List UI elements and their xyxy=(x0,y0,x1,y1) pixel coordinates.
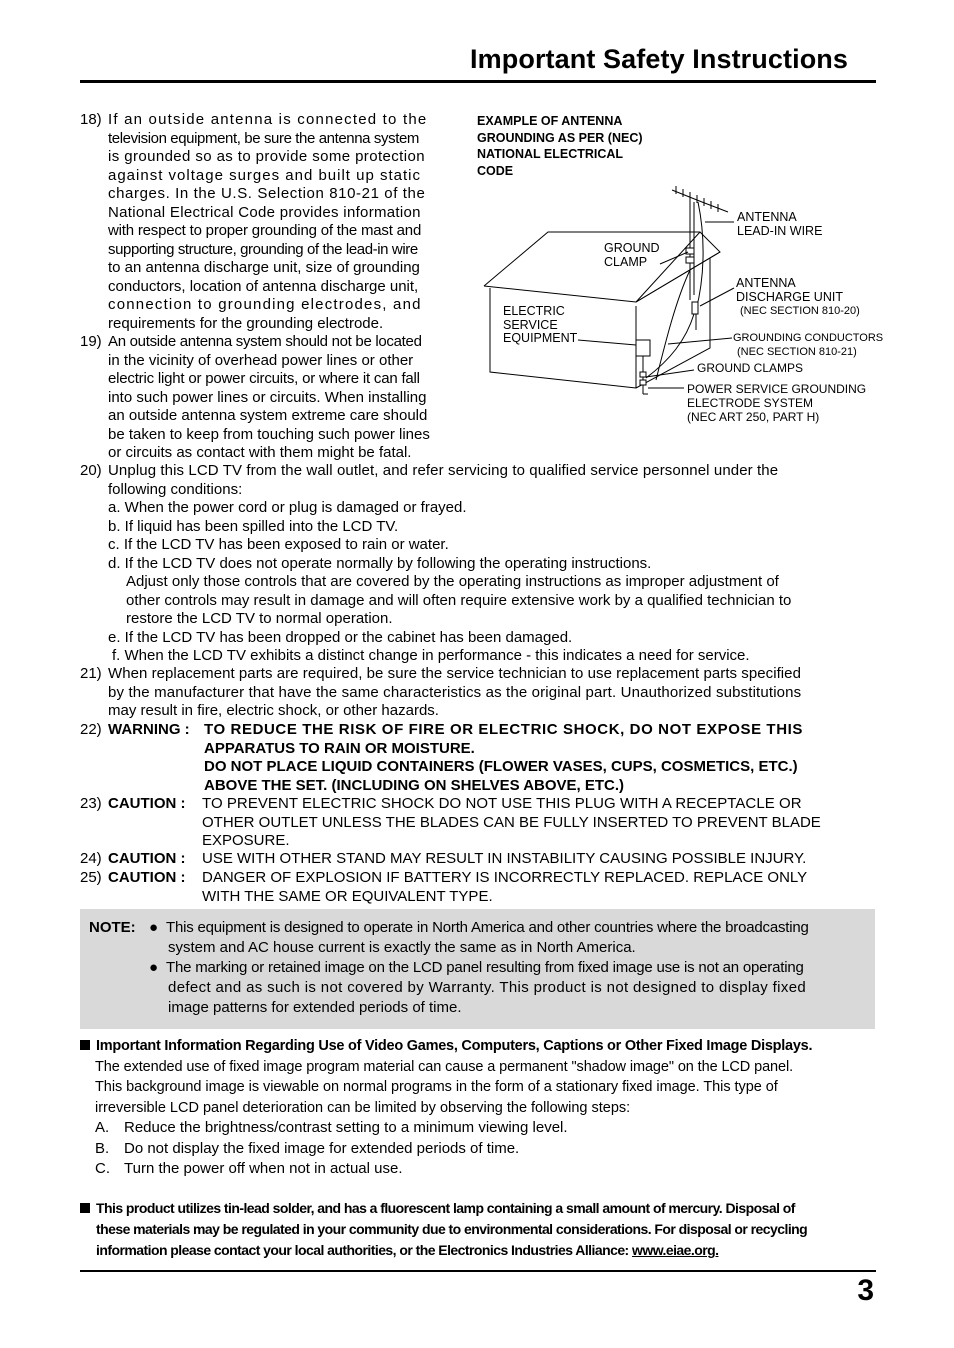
step-letter: B. xyxy=(95,1139,110,1157)
label-grounding-sub: (NEC SECTION 810-21) xyxy=(737,346,857,358)
item-24-text xyxy=(202,850,876,869)
label-antenna-lead-in xyxy=(737,211,822,238)
note-box xyxy=(80,909,875,1029)
item-18-number: 18) xyxy=(80,111,102,128)
item-22-line: APPARATUS TO RAIN OR MOISTURE. xyxy=(204,739,475,757)
electric-service-box xyxy=(636,340,650,356)
bullet-icon: ● xyxy=(149,959,159,976)
item-24-line: USE WITH OTHER STAND MAY RESULT IN INSTABILITY CAUSING POSSIBLE INJURY. xyxy=(202,850,807,867)
item-19-line: electric light or power circuits, or where it can fall xyxy=(108,370,420,387)
item-25-line: DANGER OF EXPLOSION IF BATTERY IS INCORRECTLY REPLACED. REPLACE ONLY xyxy=(202,869,808,886)
page-number: 3 xyxy=(857,1274,874,1307)
step-text: Turn the power off when not in actual use. xyxy=(124,1160,403,1177)
item-20-f: f. When the LCD TV exhibits a distinct change in performance - this indicates a need for service. xyxy=(112,647,750,664)
item-20-text xyxy=(108,462,876,666)
info-step xyxy=(95,1159,880,1180)
item-18-text xyxy=(108,111,456,333)
item-20-line: following conditions: xyxy=(108,480,243,498)
item-18-line: charges. In the U.S. Selection 810-21 of the xyxy=(108,185,426,202)
label-line: (NEC ART 250, PART H) xyxy=(687,410,820,424)
diagram-title-line: NATIONAL ELECTRICAL xyxy=(477,147,624,161)
item-19-line: or circuits as contact with them might be fatal. xyxy=(108,444,412,461)
item-18 xyxy=(80,111,456,333)
item-22-line: TO REDUCE THE RISK OF FIRE OR ELECTRIC SHOCK, DO NOT EXPOSE THIS xyxy=(204,721,804,738)
note-line: The marking or retained image on the LCD panel resulting from fixed image use is not an operating xyxy=(166,959,804,976)
item-18-line: connection to grounding electrodes, and xyxy=(108,296,422,313)
leader-discharge xyxy=(700,288,734,306)
disposal-section xyxy=(80,1198,880,1261)
info-step xyxy=(95,1118,880,1139)
item-19-number: 19) xyxy=(80,333,102,350)
note-line: defect and as such is not covered by Warranty. This product is not designed to display fixed xyxy=(168,979,807,996)
label-discharge-unit xyxy=(736,277,843,304)
item-24 xyxy=(80,850,876,869)
item-23-number: 23) xyxy=(80,795,102,812)
warning-label: WARNING : xyxy=(108,721,190,738)
note-bullet-1 xyxy=(166,918,866,958)
diagram-title-line: EXAMPLE OF ANTENNA xyxy=(477,114,623,128)
item-22-number: 22) xyxy=(80,721,102,738)
square-bullet-icon xyxy=(80,1203,90,1213)
diagram-title-line: CODE xyxy=(477,163,514,178)
caution-label: CAUTION : xyxy=(108,869,186,886)
info-line: irreversible LCD panel deterioration can be limited by observing the following steps: xyxy=(95,1099,631,1116)
note-bullet-2 xyxy=(166,958,866,1018)
step-letter: A. xyxy=(95,1119,110,1136)
item-20-d-line: other controls may result in damage and will often require extensive work by a qualified technician to xyxy=(126,591,792,609)
bullet-icon: ● xyxy=(149,919,159,936)
leader-ground-clamps xyxy=(646,370,694,377)
info-section xyxy=(80,1036,880,1180)
header-rule xyxy=(80,80,876,83)
info-body xyxy=(95,1057,880,1119)
item-18-line: television equipment, be sure the antenna system xyxy=(108,129,419,147)
discharge-unit-shape xyxy=(692,302,698,314)
item-20-a: a. When the power cord or plug is damaged or frayed. xyxy=(108,499,467,516)
info-heading: Important Information Regarding Use of Video Games, Computers, Captions or Other Fixed Image Displays. xyxy=(96,1038,813,1054)
footer-rule xyxy=(80,1270,876,1272)
caution-label: CAUTION : xyxy=(108,795,186,812)
label-line: ELECTRIC xyxy=(503,304,565,318)
label-line: ELECTRODE SYSTEM xyxy=(687,396,814,410)
item-21-number: 21) xyxy=(80,665,102,682)
caution-label: CAUTION : xyxy=(108,850,186,867)
note-line: image patterns for extended periods of time. xyxy=(168,999,462,1016)
house-roof xyxy=(484,232,720,302)
antenna-elements xyxy=(672,190,728,212)
note-line: This equipment is designed to operate in North America and other countries where the broadcasting xyxy=(166,919,809,936)
label-line: SERVICE xyxy=(503,317,558,332)
info-step xyxy=(95,1139,880,1160)
item-19-text xyxy=(108,333,458,463)
item-23-text xyxy=(202,795,876,851)
label-line: ANTENNA xyxy=(737,210,797,224)
label-line: CLAMP xyxy=(604,254,648,269)
item-19-line: An outside antenna system should not be located xyxy=(108,333,422,350)
label-discharge-sub: (NEC SECTION 810-20) xyxy=(740,305,860,317)
label-line: DISCHARGE UNIT xyxy=(736,289,843,304)
label-ground-clamps: GROUND CLAMPS xyxy=(697,361,804,375)
item-23-line: TO PREVENT ELECTRIC SHOCK DO NOT USE THIS PLUG WITH A RECEPTACLE OR xyxy=(202,795,802,812)
label-line: GROUND xyxy=(604,241,660,255)
item-21-line: may result in fire, electric shock, or other hazards. xyxy=(108,702,439,719)
item-23-line: EXPOSURE. xyxy=(202,832,290,849)
disposal-line: information please contact your local authorities, or the Electronics Industries Alliance: xyxy=(96,1242,633,1258)
item-19-line: an outside antenna system extreme care should xyxy=(108,407,428,424)
disposal-line: these materials may be regulated in your community due to environmental considerations. For disposal or recycling xyxy=(96,1221,808,1237)
item-25 xyxy=(80,869,876,906)
item-19-line: in the vicinity of overhead power lines or other xyxy=(108,351,414,369)
diagram-title-line: GROUNDING AS PER (NEC) xyxy=(477,130,643,145)
item-23 xyxy=(80,795,876,851)
item-18-line: requirements for the grounding electrode. xyxy=(108,314,384,332)
item-19-line: into such power lines or circuits. When installing xyxy=(108,388,427,406)
item-18-line: National Electrical Code provides information xyxy=(108,203,421,221)
item-18-line: is grounded so as to provide some protection xyxy=(108,148,425,165)
item-22-line: DO NOT PLACE LIQUID CONTAINERS (FLOWER VASES, CUPS, COSMETICS, ETC.) xyxy=(204,758,798,775)
item-19-line: be taken to keep from touching such power lines xyxy=(108,425,430,443)
item-20-c: c. If the LCD TV has been exposed to rain or water. xyxy=(108,536,449,553)
item-25-line: WITH THE SAME OR EQUIVALENT TYPE. xyxy=(202,887,493,905)
info-line: This background image is viewable on normal programs in the form of a stationary fixed image. This type of xyxy=(95,1079,778,1095)
item-21-line: by the manufacturer that have the same characteristics as the original part. Unauthorized substitutions xyxy=(108,683,802,701)
item-20-line: Unplug this LCD TV from the wall outlet, and refer servicing to qualified service personnel under the xyxy=(108,462,779,479)
leader-electric-service xyxy=(578,340,636,345)
label-power-service xyxy=(687,382,866,424)
item-18-line: with respect to proper grounding of the mast and xyxy=(108,222,422,239)
note-label: NOTE: xyxy=(89,919,136,936)
ground-clamp-shape xyxy=(686,248,694,254)
item-20-d-detail xyxy=(126,573,876,629)
item-23-line: OTHER OUTLET UNLESS THE BLADES CAN BE FULLY INSERTED TO PREVENT BLADE xyxy=(202,813,821,831)
item-20-e: e. If the LCD TV has been dropped or the cabinet has been damaged. xyxy=(108,628,573,646)
label-line: ANTENNA xyxy=(736,276,796,290)
item-20 xyxy=(80,462,876,666)
note-line: system and AC house current is exactly the same as in North America. xyxy=(168,939,636,956)
item-20-d: d. If the LCD TV does not operate normally by following the operating instructions. xyxy=(108,554,652,572)
item-21 xyxy=(80,665,876,721)
info-steps xyxy=(95,1118,880,1180)
item-18-line: If an outside antenna is connected to the xyxy=(108,111,428,128)
item-21-text xyxy=(108,665,876,721)
item-20-number: 20) xyxy=(80,462,102,479)
label-line: LEAD-IN WIRE xyxy=(737,223,823,238)
step-text: Reduce the brightness/contrast setting to a minimum viewing level. xyxy=(124,1119,568,1136)
label-grounding-conductors: GROUNDING CONDUCTORS xyxy=(733,332,884,344)
label-electric-service xyxy=(503,305,577,346)
item-20-d-line: Adjust only those controls that are covered by the operating instructions as improper adjustment of xyxy=(126,573,779,590)
item-19 xyxy=(80,333,456,463)
item-18-line: to an antenna discharge unit, size of grounding xyxy=(108,259,420,276)
disposal-line: This product utilizes tin-lead solder, and has a fluorescent lamp containing a small amount of mercury. Disposal of xyxy=(96,1200,795,1216)
disposal-last-row xyxy=(96,1240,880,1261)
item-18-line: supporting structure, grounding of the lead-in wire xyxy=(108,240,418,258)
item-22 xyxy=(80,721,876,795)
item-20-d-line: restore the LCD TV to normal operation. xyxy=(126,610,393,627)
diagram-title xyxy=(477,113,677,179)
item-18-line: against voltage surges and built up static xyxy=(108,166,422,184)
leader-grounding-conductors xyxy=(668,338,732,344)
step-letter: C. xyxy=(95,1160,110,1177)
square-bullet-icon xyxy=(80,1040,90,1050)
info-line: The extended use of fixed image program material can cause a permanent "shadow image" on the LCD panel. xyxy=(95,1058,794,1075)
eiae-link[interactable]: www.eiae.org. xyxy=(632,1242,719,1258)
disposal-row xyxy=(80,1198,880,1219)
item-22-text xyxy=(204,721,876,795)
item-25-text xyxy=(202,869,876,906)
item-22-line: ABOVE THE SET. (INCLUDING ON SHELVES ABOVE, ETC.) xyxy=(204,776,625,794)
label-line: POWER SERVICE GROUNDING xyxy=(687,382,867,396)
item-18-line: conductors, location of antenna discharge unit, xyxy=(108,277,419,295)
item-20-b: b. If liquid has been spilled into the LCD TV. xyxy=(108,517,399,535)
item-21-line: When replacement parts are required, be sure the service technician to use replacement parts specified xyxy=(108,665,801,682)
label-line: EQUIPMENT xyxy=(503,331,578,345)
step-text: Do not display the fixed image for extended periods of time. xyxy=(124,1139,520,1157)
item-25-number: 25) xyxy=(80,869,102,886)
info-heading-row xyxy=(80,1036,880,1057)
label-ground-clamp xyxy=(604,242,660,269)
page-title: Important Safety Instructions xyxy=(470,44,848,74)
item-24-number: 24) xyxy=(80,850,102,867)
